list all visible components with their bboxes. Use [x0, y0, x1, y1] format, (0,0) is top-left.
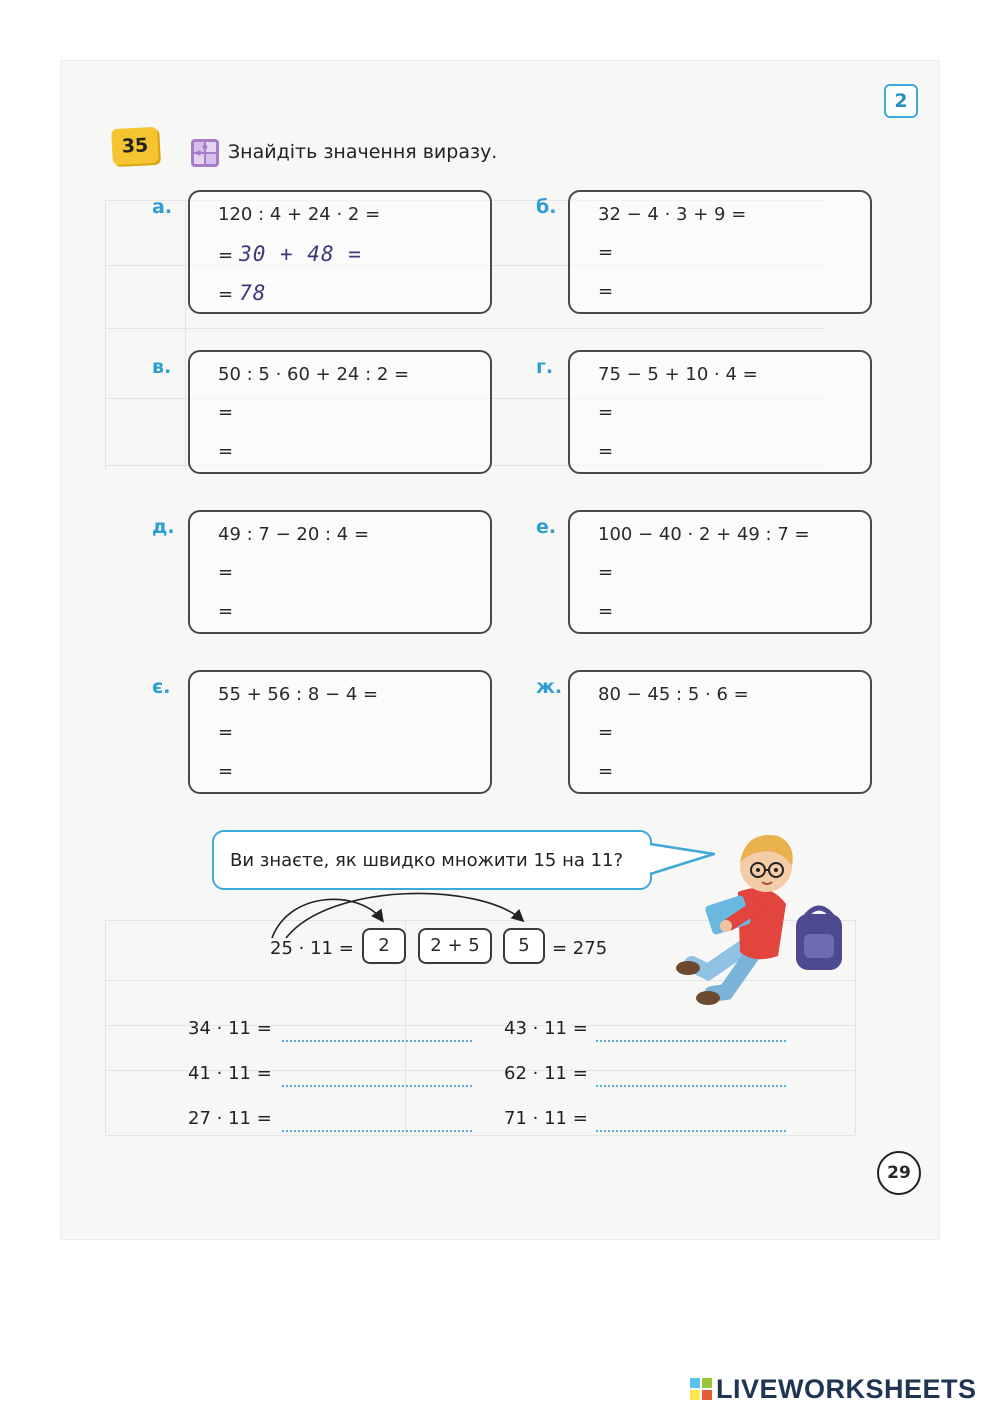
answer-blank[interactable] [282, 1085, 472, 1087]
formula-box-middle: 2 + 5 [418, 928, 492, 964]
bubble-text: Ви знаєте, як швидко множити 15 на 11? [230, 850, 624, 871]
bleed-line [105, 200, 106, 470]
expression: 75 − 5 + 10 · 4 = [598, 364, 758, 385]
answer-box-zh[interactable] [568, 670, 872, 794]
practice-right: 62 · 11 = [504, 1063, 588, 1084]
expression: 49 : 7 − 20 : 4 = [218, 524, 370, 545]
formula-left: 25 · 11 = [270, 938, 354, 959]
practice-right: 71 · 11 = [504, 1108, 588, 1129]
expression: 100 − 40 · 2 + 49 : 7 = [598, 524, 810, 545]
practice-right: 43 · 11 = [504, 1018, 588, 1039]
answer-line-2[interactable]: = [218, 722, 234, 743]
expression: 32 − 4 · 3 + 9 = [598, 204, 747, 225]
answer-line-2[interactable]: = [218, 402, 234, 423]
item-letter: а. [152, 196, 173, 218]
item-letter: г. [536, 356, 554, 378]
answer-line-3[interactable]: = [218, 441, 234, 462]
item-letter: є. [152, 676, 171, 698]
bleed-line [105, 328, 825, 329]
formula-box-first: 2 [362, 928, 406, 964]
answer-line-2[interactable]: = [218, 562, 234, 583]
formula-result: = 275 [552, 938, 608, 959]
item-letter: е. [536, 516, 557, 538]
practice-left: 27 · 11 = [188, 1108, 272, 1129]
exercise-number: 35 [111, 127, 159, 165]
practice-left: 34 · 11 = [188, 1018, 272, 1039]
watermark-text: LIVEWORKSHEETS [716, 1373, 977, 1404]
bleed-line [105, 920, 106, 1135]
answer-line-2[interactable]: = 30 + 48 = [218, 242, 362, 266]
expression: 50 : 5 · 60 + 24 : 2 = [218, 364, 410, 385]
answer-blank[interactable] [282, 1040, 472, 1042]
answer-line-3[interactable]: = [218, 761, 234, 782]
answer-line-3[interactable]: = [598, 441, 614, 462]
formula-box-last: 5 [503, 928, 545, 964]
item-letter: ж. [536, 676, 563, 698]
answer-box-a[interactable] [188, 190, 492, 314]
answer-box-v[interactable] [188, 350, 492, 474]
answer-line-2[interactable]: = [598, 242, 614, 263]
practice-left: 41 · 11 = [188, 1063, 272, 1084]
answer-blank[interactable] [596, 1130, 786, 1132]
expression: 120 : 4 + 24 · 2 = [218, 204, 381, 225]
boy-reading-illustration [668, 822, 858, 1022]
item-letter: в. [152, 356, 172, 378]
answer-line-3[interactable]: = 78 [218, 281, 267, 305]
answer-line-3[interactable]: = [218, 601, 234, 622]
answer-blank[interactable] [596, 1085, 786, 1087]
item-letter: б. [536, 196, 557, 218]
handwritten-answer: 30 + 48 = [239, 242, 362, 266]
answer-line-3[interactable]: = [598, 281, 614, 302]
bleed-line [105, 1135, 855, 1136]
answer-line-2[interactable]: = [598, 562, 614, 583]
task-title: Знайдіть значення виразу. [228, 141, 498, 163]
bleed-line [185, 200, 186, 470]
liveworksheets-logo-icon [690, 1378, 712, 1400]
answer-line-3[interactable]: = [598, 601, 614, 622]
expression: 55 + 56 : 8 − 4 = [218, 684, 379, 705]
speech-bubble [212, 830, 652, 890]
item-letter: д. [152, 516, 175, 538]
puzzle-icon [190, 138, 220, 168]
expression: 80 − 45 : 5 · 6 = [598, 684, 749, 705]
answer-box-b[interactable] [568, 190, 872, 314]
answer-blank[interactable] [282, 1130, 472, 1132]
answer-box-d[interactable] [188, 510, 492, 634]
liveworksheets-logo [690, 1374, 977, 1404]
page-number: 29 [877, 1151, 921, 1195]
answer-line-3[interactable]: = [598, 761, 614, 782]
answer-line-2[interactable]: = [598, 722, 614, 743]
answer-blank[interactable] [596, 1040, 786, 1042]
answer-line-2[interactable]: = [598, 402, 614, 423]
chapter-badge: 2 [884, 84, 918, 118]
answer-box-ye[interactable] [188, 670, 492, 794]
answer-box-h[interactable] [568, 350, 872, 474]
handwritten-answer: 78 [239, 281, 267, 305]
answer-box-e[interactable] [568, 510, 872, 634]
